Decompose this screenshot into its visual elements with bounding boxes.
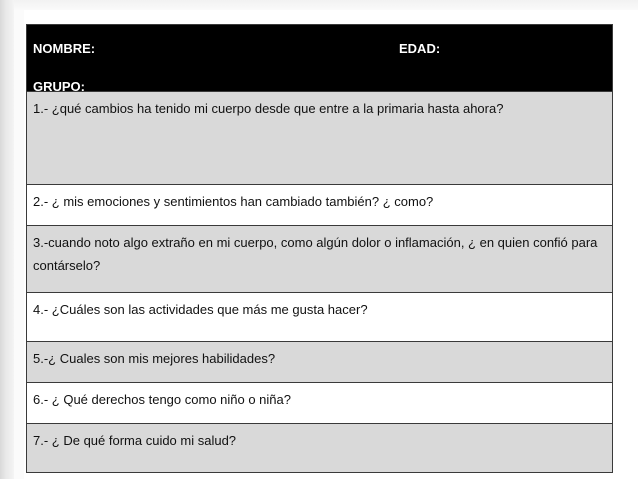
question-text-5: 5.-¿ Cuales son mis mejores habilidades? xyxy=(33,351,276,366)
question-cell-7 xyxy=(27,424,613,473)
nombre-label: NOMBRE: xyxy=(33,41,96,56)
question-row-4 xyxy=(27,293,613,342)
question-text-2: 2.- ¿ mis emociones y sentimientos han cambiado también? ¿ como? xyxy=(33,194,434,209)
question-text-1: 1.- ¿qué cambios ha tenido mi cuerpo desde que entre a la primaria hasta ahora? xyxy=(33,101,504,116)
edad-label: EDAD: xyxy=(399,41,441,56)
question-row-2 xyxy=(27,185,613,226)
question-row-3 xyxy=(27,226,613,293)
question-cell-3 xyxy=(27,226,613,293)
slide-frame-left-inner xyxy=(14,0,24,479)
slide-frame-top xyxy=(14,0,638,10)
grupo-label: GRUPO: xyxy=(33,79,85,94)
question-row-7 xyxy=(27,424,613,473)
question-cell-1 xyxy=(27,92,613,185)
question-row-5 xyxy=(27,342,613,383)
question-text-6: 6.- ¿ Qué derechos tengo como niño o niña? xyxy=(33,392,291,407)
question-row-1 xyxy=(27,92,613,185)
question-cell-2 xyxy=(27,185,613,226)
questionnaire-table xyxy=(26,24,613,473)
question-text-7: 7.- ¿ De qué forma cuido mi salud? xyxy=(33,433,237,448)
question-cell-5 xyxy=(27,342,613,383)
header-row xyxy=(27,25,613,92)
header-cell xyxy=(27,25,613,92)
question-cell-6 xyxy=(27,383,613,424)
question-text-4: 4.- ¿Cuáles son las actividades que más me gusta hacer? xyxy=(33,302,368,317)
question-text-3: 3.-cuando noto algo extraño en mi cuerpo, como algún dolor o inflamación, ¿ en quien confió para contárselo? xyxy=(33,235,598,273)
question-cell-4 xyxy=(27,293,613,342)
question-row-6 xyxy=(27,383,613,424)
